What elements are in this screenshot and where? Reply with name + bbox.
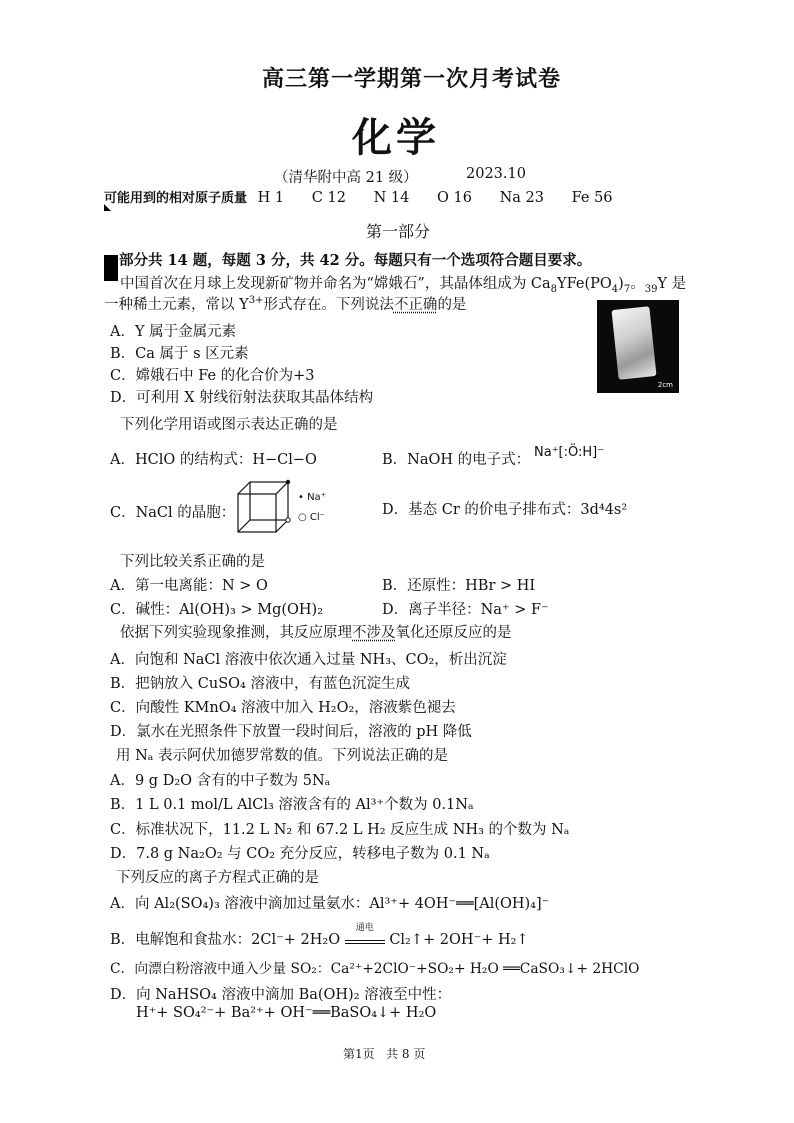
q6-option-d-equation: H⁺+ SO₄²⁻+ Ba²⁺+ OH⁻══BaSO₄↓+ H₂O [136,1005,437,1021]
q3-option-c: C．碱性：Al(OH)₃ > Mg(OH)₂ [110,602,324,618]
q6-option-d: D．向 NaHSO₄ 溶液中滴加 Ba(OH)₂ 溶液至中性： [110,987,452,1003]
exam-title: 高三第一学期第一次月考试卷 [262,66,562,92]
legend-na: • Na⁺ [298,492,326,503]
page-number: 第1页 共 8 页 [343,1047,426,1061]
q6-option-c: C．向漂白粉溶液中通入少量 SO₂：Ca²⁺+2ClO⁻+SO₂+ H₂O ══CaSO₃↓+ 2HClO [110,961,640,977]
q4-stem-c: 氧化还原反应的是 [395,625,512,641]
electrolysis-arrow [345,923,385,944]
q1-formula-close: ) [618,276,624,292]
q5-option-c: C．标准状况下，11.2 L N₂ 和 67.2 L H₂ 反应生成 NH₃ 的个数为 Nₐ [110,822,570,838]
legend-cl: ○ Cl⁻ [298,512,325,523]
q4-option-b: B．把钠放入 CuSO₄ 溶液中，有蓝色沉淀生成 [110,676,410,692]
q1-option-d: D．可利用 X 射线衍射法获取其晶体结构 [110,390,374,406]
q2-option-c: C．NaCl 的晶胞： [110,505,236,521]
q1-option-a: A．Y 属于金属元素 [110,324,237,340]
photo-scale: 2cm [657,381,673,389]
q1-emphasis: 不正确 [393,297,438,313]
q1-stem2-end: 的是 [437,297,467,313]
q6-option-b-left: B．电解饱和食盐水：2Cl⁻+ 2H₂O [110,932,341,948]
school-label: （清华附中高 21 级） [274,170,418,186]
q4-option-d: D．氯水在光照条件下放置一段时间后，溶液的 pH 降低 [110,724,472,740]
q1-stem-end: Y 是 [657,276,687,292]
q5-option-b: B．1 L 0.1 mol/L AlCl₃ 溶液含有的 Al³⁺个数为 0.1Nₐ [110,797,474,813]
q2-option-a: A．HClO 的结构式：H−Cl−O [110,452,317,468]
q4-stem-a: 依据下列实验现象推测，其反应原理 [120,625,352,641]
scan-mark [104,255,118,281]
q4-option-c: C．向酸性 KMnO₄ 溶液中加入 H₂O₂，溶液紫色褪去 [110,700,456,716]
q1-formula: YFe(PO [557,276,612,292]
q4-option-a: A．向饱和 NaCl 溶液中依次通入过量 NH₃、CO₂，析出沉淀 [110,652,507,668]
q6-option-b [110,923,529,949]
q3-option-a: A．第一电离能：N > O [110,578,268,594]
corner-mark [104,204,111,211]
q1-stem-line2: 一种稀土元素，常以 $Y^{3+}$形式存在。下列说法不正确的是 [104,295,467,313]
nacl-cell-diagram [232,478,294,536]
q1-option-b: B．Ca 属于 s 区元素 [110,346,249,362]
q6-option-a: A．向 Al₂(SO₄)₃ 溶液中滴加过量氨水：Al³⁺+ 4OH⁻══[Al(OH)₄]⁻ [110,896,550,912]
exam-date: 2023.10 [466,166,526,182]
q1-option-c: C．嫦娥石中 Fe 的化合价为+3 [110,368,315,384]
atomic-mass-values: H 1 C 12 N 14 O 16 Na 23 Fe 56 [257,190,613,206]
q1-stem2-text: 一种稀土元素，常以 Y [104,297,249,313]
q5-option-d: D．7.8 g Na₂O₂ 与 CO₂ 充分反应，转移电子数为 0.1 Nₐ [110,846,490,862]
q4-stem [120,621,512,642]
section-title: 第一部分 [366,222,431,241]
atomic-mass-row [104,187,613,206]
q4-emphasis: 不涉及 [352,625,396,641]
crystal-image [611,306,656,380]
q2-option-d: D．基态 Cr 的价电子排布式：3d⁴4s² [382,502,628,518]
q3-option-d: D．离子半径：Na⁺ > F⁻ [382,602,549,618]
q1-stem-line1: 中国首次在月球上发现新矿物并命名为“嫦娥石”，其晶体组成为 $Ca_8YFe(PO_4)_7$。$_{39}$Y 是 [120,276,687,295]
electrolysis-condition: 通电 [355,923,374,933]
q3-stem: 下列比较关系正确的是 [120,554,265,570]
q6-option-b-right: Cl₂↑+ 2OH⁻+ H₂↑ [389,932,529,948]
q1-stem2-mid: 形式存在。下列说法 [263,297,394,313]
subject-title: 化学 [352,114,440,161]
q6-stem: 下列反应的离子方程式正确的是 [116,870,319,886]
q5-option-a: A．9 g D₂O 含有的中子数为 5Nₐ [110,773,331,789]
q1-period: 。 [630,276,645,292]
mineral-photo [597,300,679,393]
q3-option-b: B．还原性：HBr > HI [382,578,536,594]
atomic-mass-label: 可能用到的相对原子质量 [104,191,248,206]
q2-stem: 下列化学用语或图示表达正确的是 [120,417,338,433]
q2-option-b: B．NaOH 的电子式： [382,452,531,468]
section-instructions: 部分共 14 题，每题 3 分，共 42 分。每题只有一个选项符合题目要求。 [119,252,592,269]
electron-formula: Na⁺[:Ö:H]⁻ [534,445,605,460]
q1-stem-text: 中国首次在月球上发现新矿物并命名为“嫦娥石”，其晶体组成为 Ca [120,276,551,292]
q5-stem: 用 Nₐ 表示阿伏加德罗常数的值。下列说法正确的是 [116,748,448,764]
